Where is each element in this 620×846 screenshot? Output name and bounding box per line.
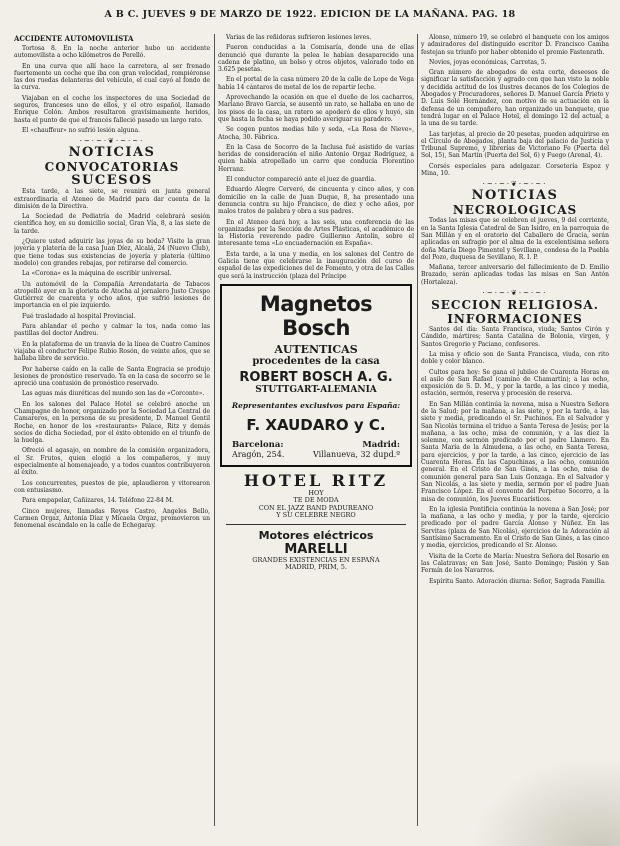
article-paragraph: Cinco mujeres, llamadas Reyes Castro, Angeles Bello, Carmen Orgaz, Antonia Díaz y Micaela Orgaz, promovieron un fenomenal escándalo en la calle de Echegaray. <box>14 507 210 530</box>
bosch-advertisement <box>220 284 412 467</box>
hotel-ritz-advertisement <box>218 471 414 520</box>
ad-city-barcelona: Barcelona: <box>232 439 284 450</box>
section-title: CONVOCATORIAS <box>44 160 180 175</box>
article-paragraph: El conductor compareció ante el juez de guardia. <box>226 176 376 184</box>
article-paragraph: ¿Quiere usted adquirir las joyas de su boda? Visite la gran joyería y platería de la casa Juan Díez, Alcalá, 24 (Nuevo Club), que tiene todas sus existencias de joyería y platería (último modelo) con grandes rebajas, por retirarse del comercio. <box>14 238 210 267</box>
article-paragraph: Ofreció el agasajo, en nombre de la comisión organizadora, el Sr. Frutos, quien elogió a los compañeros, y muy especialmente al homenajeado, y a todos cuantos contribuyeron al éxito. <box>14 447 210 477</box>
ornament-divider: ·~·~·❦·~·~· <box>482 289 548 298</box>
ad-representatives: Representantes exclusivos para España: <box>231 400 401 410</box>
article-paragraph: Para empapelar, Cañizares, 14. Teléfono 22-84 M. <box>22 497 174 505</box>
hotel-line: CON EL JAZZ BAND PADUREANO <box>258 503 374 512</box>
section-heading: ACCIDENTE AUTOMOVILISTA <box>14 34 134 43</box>
ad-company: ROBERT BOSCH A. G. <box>239 369 393 385</box>
article-paragraph: Corsés especiales para adelgazar. Corsetería Espoz y Mina, 10. <box>421 162 609 178</box>
motor-brand: MARELLI <box>284 541 348 557</box>
motor-title: Motores eléctricos <box>258 528 374 542</box>
article-paragraph: Viajaban en el coche los inspectores de una Sociedad de seguros, franceses uno de ellos, y el otro español, llamado Enrique Colón. Ambos resultaron gravísimamente heridos, hasta el punto de que el francés falleció pasado un largo rato. <box>14 94 210 124</box>
hotel-line: TE DE MODA <box>293 496 339 505</box>
article-paragraph: El «chauffeur» no sufrió lesión alguna. <box>22 126 140 134</box>
hotel-line: Y SU CELEBRE NEGRO <box>276 511 356 520</box>
ad-address-madrid: Villanueva, 32 dupd.º <box>312 449 400 459</box>
ad-brand: Magnetos Bosch <box>259 291 373 340</box>
article-paragraph: Las tarjetas, al precio de 20 pesetas, pueden adquirirse en el Círculo de Abogados, planta baja del palacio de Justicia y Tribunal Supremo, y librerías de Victoriano Fe (Puerta del Sol, 15), San Martín (Puerta del Sol, 6) y Fuego (Arenal, 4). <box>421 130 609 160</box>
article-paragraph: Alonso, número 19, se celebró el banquete con los amigos y admiradores del distinguido escritor D. Francisco Camba festejan su triunfo por haber obtenido el premio Fastenrath. <box>421 34 609 56</box>
article-paragraph: En el Ateneo dará hoy, a las seis, una conferencia de las organizadas por la Sección de Artes Plásticas, el académico de la Historia reverendo padre Guillermo Antolín, sobre el interesante tema «Lo encuadernación en España». <box>218 218 414 248</box>
motor-line: GRANDES EXISTENCIAS EN ESPAÑA <box>252 555 380 564</box>
article-paragraph: Cultos para hoy: Se gana el jubileo de Cuarenta Horas en el asilo de San Rafael (camino de Chamartín); a las ocho, exposición de S. D. M., y por la tarde, a las cinco y media, estación, sermón, reserva y procesión de reserva. <box>421 368 609 398</box>
article-paragraph: La «Corona» es la máquina de escribir universal. <box>22 270 172 278</box>
article-paragraph: Gran número de abogados de esta corte, deseosos de significar la satisfacción y agrado con que han visto la noble y decidida actitud de los ilustres decanos de los Colegios de Abogados y Procuradores, señores D. Manuel García Prieto y D. Luis Solé Hernández, con motivo de su actuación en la defensa de un compañero, han organizado un banquete, que tendrá lugar en el Palace Hotel, el domingo 12 del actual, a la una de su tarde. <box>421 69 609 128</box>
article-paragraph: En la plataforma de un tranvía de la línea de Cuatro Caminos viajaba el conductor Felipe Rubio Rosón, de veinte años, que se hallaba libre de servicio. <box>14 340 210 363</box>
article-paragraph: Santos del día: Santa Francisca, viuda; Santos Cirón y Cándido, mártires; Santa Catalina de Bolonia, virgen, y Santos Gregorio y Paciano, confesores. <box>421 326 609 348</box>
article-paragraph: Por haberse caído en la calle de Santa Engracia se produjo lesiones de pronóstico reservado. Ya en la casa de socorro se le apreció una contusión de pronóstico reservado. <box>14 365 210 388</box>
article-paragraph: Esta tarde, a la una y media, en los salones del Centro de Galicia tiene que celebrarse la inauguración del curso de español de las expediciones del de Fomento, y otra de las Calles que será la instrucción (plaza del Príncipe <box>218 250 414 280</box>
ad-cities-row <box>226 440 406 450</box>
marelli-advertisement <box>218 529 414 572</box>
hotel-title: HOTEL RITZ <box>243 470 389 490</box>
article-paragraph: En la Casa de Socorro de la Inclusa fué asistido de varias heridas de consideración el niño Antonio Orgaz Rodríguez, a quien había atropellado un carro que conducía Florentino Herranz. <box>218 143 414 173</box>
article-paragraph: Tortosa 8. En la noche anterior hubo un accidente automovilista a ocho kilómetros de Perelló. <box>14 45 210 60</box>
article-paragraph: Todas las misas que se celebren el jueves, 9 del corriente, en la Santa Iglesia Catedral de San Isidro, en la parroquia de San Millán y en el oratorio del Caballero de Gracia, serán aplicadas en sufragio por el alma de la excelentísima señora doña María Diego Pimentel y Sevillano, condesa de la Puebla del Pozo, duquesa de Sevillano, R. I. P. <box>421 217 609 261</box>
article-paragraph: Espíritu Santo. Adoración diurna: Señor, Sagrada Familia. <box>429 577 606 585</box>
article-paragraph: En San Millán continúa la novena, misa a Nuestra Señora de la Salud; por la mañana, a las siete, y por la tarde, a las siete y media, predicando el Sr. Puchinos. En el Salvador y San Nicolás termina el triduo a Santa Teresa de Jesús; por la mañana, a las ocho, misa de comunión, y a las diez la solemne, con sermón predicado por el padre Llamero. En Santa María de la Almudena, a las ocho, en Santa Teresa, para ejercicios, y por la tarde, a las cinco, ejercicio de las Cuarenta Horas. En las Capuchinas, a las ocho, comunión general. En el Cristo de San Ginés, a las ocho, misa de comunión general para San Luis Gonzaga. En el Salvador y San Nicolás, a las siete y media, sermón por el padre Juan Francisco López. En el convento del Perpetuo Socorro, a la misa de comunión, los Jueves Eucarísticos. <box>421 400 609 503</box>
ad-agent: F. XAUDARO y C. <box>246 415 386 434</box>
page-header: A B C. JUEVES 9 DE MARZO DE 1922. EDICION DE LA MAÑANA. PAG. 18 <box>104 9 516 20</box>
hotel-line: HOY <box>308 488 324 497</box>
article-paragraph: Para ablandar el pecho y calmar la tos, nada como las pastillas del doctor Andreu. <box>14 323 210 338</box>
ornament-divider: ·~·~·❦·~·~· <box>482 180 548 189</box>
article-paragraph: En la iglesia Pontificia continúa la novena a San José; por la mañana, a las ocho y media, y por la tarde, ejercicio predicado por el padre García Alonso y Núñez. En las Servitas (plaza de San Nicolás), ejercicios de la Adoración al Santísimo Sacramento. En el Cristo de San Ginés, a las cinco y media, ejercicios, predicando el Sr. Alonso. <box>421 505 609 550</box>
article-paragraph: La misa y oficio son de Santa Francisca, viuda, con rito doble y color blanco. <box>421 350 609 366</box>
section-title: NOTICIAS <box>68 145 156 161</box>
section-title: SECCION RELIGIOSA. <box>431 298 599 313</box>
article-paragraph: Varias de las reñidoras sufrieron lesiones leves. <box>226 34 372 41</box>
article-paragraph: La Sociedad de Pediatría de Madrid celebrará sesión científica hoy, en su domicilio social, Gran Vía, 8, a las siete de la tarde. <box>14 213 210 235</box>
article-paragraph: Fué trasladado al hospital Provincial. <box>22 312 136 320</box>
article-paragraph: Mañana, tercer aniversario del fallecimiento de D. Emilio Brazado, serán aplicadas todas las misas en San Antón (Hortaleza). <box>421 264 609 286</box>
article-paragraph: Eduardo Alegre Cerveró, de cincuenta y cinco años, y con domicilio en la calle de Juan Duque, 8, ha presentado una denuncia contra su hijo Francisco, de diez y ocho años, por malos tratos de palabra y obra a sus padres. <box>218 186 414 216</box>
column-rule <box>417 34 418 826</box>
column-left <box>14 34 210 826</box>
section-title: NOTICIAS <box>471 188 559 204</box>
ad-line: AUTENTICAS <box>274 342 358 356</box>
motor-line: MADRID, PRIM, 5. <box>285 563 347 572</box>
article-paragraph: Esta tarde, a las siete, se reunirá en junta general extraordinaria el Ateneo de Madrid para dar cuenta de la dimisión de la Directiva. <box>14 188 210 210</box>
ad-address-row <box>226 450 406 459</box>
article-paragraph: Visita de la Corte de María: Nuestra Señora del Rosario en las Calatravas; en San José, Santo Domingo; Pasión y San Fermín de los Navarros. <box>421 552 609 575</box>
article-paragraph: En el portal de la casa número 20 de la calle de Lope de Vega había 14 cántaros de metal de los de repartir leche. <box>218 76 414 91</box>
article-paragraph: Los concurrentes, puestos de pie, aplaudieron y vitorearon con entusiasmo. <box>14 479 210 494</box>
article-paragraph: Fueron conducidas a la Comisaría, donde una de ellas denunció que durante la pelea le habían desaparecido una cadena de platino, un bolso y otros objetos, valorado todo en 3.625 pesetas. <box>218 44 414 74</box>
article-paragraph: Novios, joyas económicas, Carretas, 5. <box>429 58 547 66</box>
ad-city-madrid: Madrid: <box>362 439 400 450</box>
article-paragraph: Aprovechando la ocasión en que el dueño de los cacharros, Mariano Bravo García, se ausentó un rato, se hallaba en uno de los pisos de la casa, un ratero se apoderó de ellos y huyó, sin que hasta la fecha se haya podido averiguar su paradero. <box>218 94 414 123</box>
article-paragraph: En una curva que allí hace la carretera, al ser frenado fuertemente un coche que iba con gran velocidad, rompiéronse las dos ruedas delanteras del vehículo, el cual cayó al fondo de la curva. <box>14 62 210 92</box>
column-right <box>421 34 609 826</box>
ad-address-barcelona: Aragón, 254. <box>232 449 285 459</box>
column-rule <box>214 34 215 826</box>
ad-line: procedentes de la casa <box>252 355 380 367</box>
section-title: SUCESOS <box>71 173 153 189</box>
article-paragraph: Las aguas más diuréticas del mundo son las de «Corconte». <box>22 390 205 398</box>
divider <box>226 524 406 525</box>
article-paragraph: Se cogen puntos medias hilo y seda, «La Rosa de Nieve», Atocha, 30. Fábrica. <box>218 126 414 141</box>
column-middle <box>218 34 414 826</box>
ad-city: STUTTGART-ALEMANIA <box>255 384 377 395</box>
section-title: INFORMACIONES <box>447 312 583 327</box>
article-paragraph: Un automóvil de la Compañía Arrendataria de Tabacos atropelló ayer en la glorieta de Atocha al jornalero Justo Crespo Gutiérrez de cuarenta y ocho años, que sufrió lesiones de importancia en el pie izquierdo. <box>14 280 210 310</box>
ornament-divider: ·~·~·❦·~·~· <box>79 137 145 146</box>
article-paragraph: En los salones del Palace Hotel se celebró anoche un Champagne de honor, organizado por la Sociedad La Central de Camareros, en la persona de su presidente, D. Manuel Gentil Roche, en honor de los «restaurants» Palace, Ritz y demás socios de dicha Sociedad, por el éxito obtenido en el triunfo de la huelga. <box>14 400 210 445</box>
section-title: NECROLOGICAS <box>452 203 578 218</box>
